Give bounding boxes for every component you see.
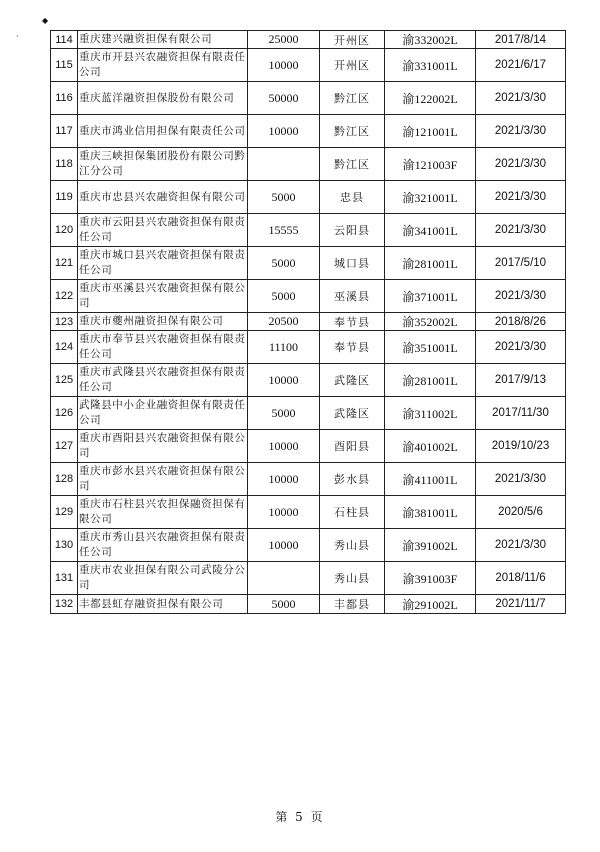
issue-date-cell: 2021/3/30 xyxy=(476,463,566,496)
registered-capital-cell: 10000 xyxy=(248,496,320,529)
issue-date-cell: 2018/11/6 xyxy=(476,562,566,595)
district-cell: 奉节县 xyxy=(320,313,385,331)
registered-capital-cell: 5000 xyxy=(248,595,320,614)
issue-date-cell: 2018/8/26 xyxy=(476,313,566,331)
district-cell: 开州区 xyxy=(320,49,385,82)
row-number-cell: 119 xyxy=(51,181,78,214)
table-row xyxy=(51,496,566,529)
company-name-cell: 重庆市夔州融资担保有限公司 xyxy=(78,313,248,331)
license-number-cell: 渝411001L xyxy=(385,463,476,496)
license-number-cell: 渝381001L xyxy=(385,496,476,529)
table-row xyxy=(51,31,566,49)
company-name-cell: 重庆市奉节县兴农融资担保有限责任公司 xyxy=(78,331,248,364)
row-number-cell: 115 xyxy=(51,49,78,82)
table-row xyxy=(51,49,566,82)
license-number-cell: 渝281001L xyxy=(385,364,476,397)
company-name-cell: 重庆市秀山县兴农融资担保有限责任公司 xyxy=(78,529,248,562)
row-number-cell: 124 xyxy=(51,331,78,364)
table-row xyxy=(51,181,566,214)
company-name-cell: 重庆市农业担保有限公司武陵分公司 xyxy=(78,562,248,595)
issue-date-cell: 2017/11/30 xyxy=(476,397,566,430)
company-name-cell: 重庆建兴融资担保有限公司 xyxy=(78,31,248,49)
district-cell: 忠县 xyxy=(320,181,385,214)
table-row xyxy=(51,430,566,463)
table-row xyxy=(51,82,566,115)
license-number-cell: 渝351001L xyxy=(385,331,476,364)
issue-date-cell: 2019/10/23 xyxy=(476,430,566,463)
district-cell: 武隆区 xyxy=(320,397,385,430)
row-number-cell: 127 xyxy=(51,430,78,463)
table-row xyxy=(51,562,566,595)
license-number-cell: 渝391002L xyxy=(385,529,476,562)
registered-capital-cell: 15555 xyxy=(248,214,320,247)
issue-date-cell: 2021/3/30 xyxy=(476,148,566,181)
page-number: 第 5 页 xyxy=(275,810,325,824)
registered-capital-cell: 50000 xyxy=(248,82,320,115)
row-number-cell: 123 xyxy=(51,313,78,331)
issue-date-cell: 2021/3/30 xyxy=(476,214,566,247)
district-cell: 秀山县 xyxy=(320,562,385,595)
corner-mark: ◆ xyxy=(42,16,49,25)
registered-capital-cell xyxy=(248,562,320,595)
table-row xyxy=(51,214,566,247)
company-name-cell: 重庆市忠县兴农融资担保有限公司 xyxy=(78,181,248,214)
registered-capital-cell: 20500 xyxy=(248,313,320,331)
issue-date-cell: 2017/8/14 xyxy=(476,31,566,49)
issue-date-cell: 2021/3/30 xyxy=(476,82,566,115)
issue-date-cell: 2021/3/30 xyxy=(476,115,566,148)
district-cell: 石柱县 xyxy=(320,496,385,529)
row-number-cell: 128 xyxy=(51,463,78,496)
row-number-cell: 116 xyxy=(51,82,78,115)
district-cell: 城口县 xyxy=(320,247,385,280)
guarantee-company-table xyxy=(50,30,566,614)
registered-capital-cell: 11100 xyxy=(248,331,320,364)
row-number-cell: 121 xyxy=(51,247,78,280)
row-number-cell: 132 xyxy=(51,595,78,614)
district-cell: 开州区 xyxy=(320,31,385,49)
district-cell: 黔江区 xyxy=(320,82,385,115)
issue-date-cell: 2021/3/30 xyxy=(476,529,566,562)
issue-date-cell: 2017/9/13 xyxy=(476,364,566,397)
registered-capital-cell: 10000 xyxy=(248,49,320,82)
company-name-cell: 重庆市云阳县兴农融资担保有限责任公司 xyxy=(78,214,248,247)
company-name-cell: 重庆市巫溪县兴农融资担保有限公司 xyxy=(78,280,248,313)
license-number-cell: 渝122002L xyxy=(385,82,476,115)
company-name-cell: 重庆市开县兴农融资担保有限责任公司 xyxy=(78,49,248,82)
issue-date-cell: 2021/11/7 xyxy=(476,595,566,614)
license-number-cell: 渝121003F xyxy=(385,148,476,181)
table-body xyxy=(51,31,566,614)
district-cell: 武隆区 xyxy=(320,364,385,397)
license-number-cell: 渝331001L xyxy=(385,49,476,82)
registered-capital-cell: 10000 xyxy=(248,463,320,496)
license-number-cell: 渝281001L xyxy=(385,247,476,280)
issue-date-cell: 2021/3/30 xyxy=(476,280,566,313)
license-number-cell: 渝371001L xyxy=(385,280,476,313)
company-name-cell: 重庆市城口县兴农融资担保有限责任公司 xyxy=(78,247,248,280)
registered-capital-cell: 5000 xyxy=(248,247,320,280)
license-number-cell: 渝391003F xyxy=(385,562,476,595)
registered-capital-cell: 10000 xyxy=(248,115,320,148)
company-name-cell: 重庆市武隆县兴农融资担保有限责任公司 xyxy=(78,364,248,397)
issue-date-cell: 2021/3/30 xyxy=(476,181,566,214)
district-cell: 彭水县 xyxy=(320,463,385,496)
license-number-cell: 渝401002L xyxy=(385,430,476,463)
table-row xyxy=(51,529,566,562)
company-name-cell: 重庆市彭水县兴农融资担保有限公司 xyxy=(78,463,248,496)
license-number-cell: 渝321001L xyxy=(385,181,476,214)
table-row xyxy=(51,397,566,430)
table-row xyxy=(51,595,566,614)
row-number-cell: 118 xyxy=(51,148,78,181)
issue-date-cell: 2017/5/10 xyxy=(476,247,566,280)
license-number-cell: 渝291002L xyxy=(385,595,476,614)
row-number-cell: 129 xyxy=(51,496,78,529)
row-number-cell: 126 xyxy=(51,397,78,430)
table-row xyxy=(51,247,566,280)
district-cell: 云阳县 xyxy=(320,214,385,247)
issue-date-cell: 2020/5/6 xyxy=(476,496,566,529)
registered-capital-cell: 10000 xyxy=(248,529,320,562)
company-name-cell: 重庆市鸿业信用担保有限责任公司 xyxy=(78,115,248,148)
registered-capital-cell: 5000 xyxy=(248,280,320,313)
row-number-cell: 120 xyxy=(51,214,78,247)
license-number-cell: 渝121001L xyxy=(385,115,476,148)
issue-date-cell: 2021/6/17 xyxy=(476,49,566,82)
company-name-cell: 重庆蓝洋融资担保股份有限公司 xyxy=(78,82,248,115)
company-name-cell: 重庆三峡担保集团股份有限公司黔江分公司 xyxy=(78,148,248,181)
issue-date-cell: 2021/3/30 xyxy=(476,331,566,364)
district-cell: 黔江区 xyxy=(320,148,385,181)
registered-capital-cell: 5000 xyxy=(248,181,320,214)
table-row xyxy=(51,364,566,397)
district-cell: 酉阳县 xyxy=(320,430,385,463)
table-row xyxy=(51,280,566,313)
license-number-cell: 渝341001L xyxy=(385,214,476,247)
license-number-cell: 渝311002L xyxy=(385,397,476,430)
table-row xyxy=(51,331,566,364)
table-row xyxy=(51,463,566,496)
company-name-cell: 重庆市酉阳县兴农融资担保有限公司 xyxy=(78,430,248,463)
company-name-cell: 武隆县中小企业融资担保有限责任公司 xyxy=(78,397,248,430)
registered-capital-cell: 10000 xyxy=(248,364,320,397)
district-cell: 丰都县 xyxy=(320,595,385,614)
row-number-cell: 125 xyxy=(51,364,78,397)
row-number-cell: 131 xyxy=(51,562,78,595)
license-number-cell: 渝332002L xyxy=(385,31,476,49)
registered-capital-cell: 10000 xyxy=(248,430,320,463)
license-number-cell: 渝352002L xyxy=(385,313,476,331)
table-row xyxy=(51,313,566,331)
registered-capital-cell xyxy=(248,148,320,181)
row-number-cell: 114 xyxy=(51,31,78,49)
row-number-cell: 130 xyxy=(51,529,78,562)
registered-capital-cell: 5000 xyxy=(248,397,320,430)
table-row xyxy=(51,115,566,148)
district-cell: 黔江区 xyxy=(320,115,385,148)
district-cell: 巫溪县 xyxy=(320,280,385,313)
district-cell: 秀山县 xyxy=(320,529,385,562)
row-number-cell: 122 xyxy=(51,280,78,313)
company-name-cell: 丰都县虹存融资担保有限公司 xyxy=(78,595,248,614)
table-row xyxy=(51,148,566,181)
row-number-cell: 117 xyxy=(51,115,78,148)
district-cell: 奉节县 xyxy=(320,331,385,364)
company-name-cell: 重庆市石柱县兴农担保融资担保有限公司 xyxy=(78,496,248,529)
registered-capital-cell: 25000 xyxy=(248,31,320,49)
corner-dot: · xyxy=(16,32,19,41)
